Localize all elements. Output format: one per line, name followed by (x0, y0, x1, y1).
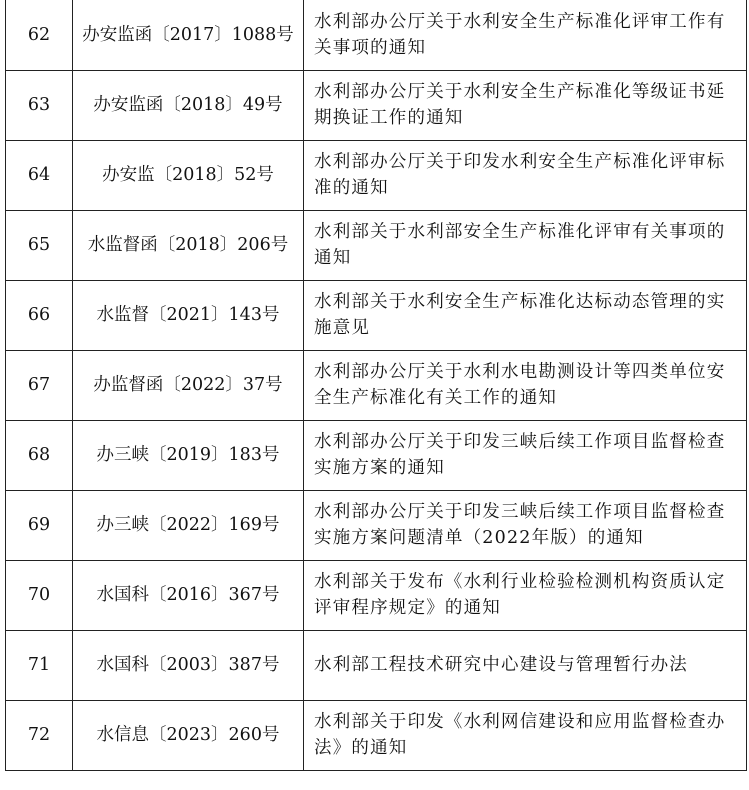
regulation-table (5, 0, 747, 771)
row-number: 65 (6, 210, 73, 280)
table-row (6, 350, 747, 420)
table-row (6, 420, 747, 490)
row-number: 67 (6, 350, 73, 420)
row-number: 72 (6, 700, 73, 770)
row-number: 71 (6, 630, 73, 700)
document-title: 水利部关于印发《水利网信建设和应用监督检查办法》的通知 (304, 700, 747, 770)
document-number: 办监督函〔2022〕37号 (73, 350, 304, 420)
document-number: 水监督函〔2018〕206号 (73, 210, 304, 280)
document-number: 办安监函〔2017〕1088号 (73, 0, 304, 70)
document-title: 水利部办公厅关于印发水利安全生产标准化评审标准的通知 (304, 140, 747, 210)
row-number: 64 (6, 140, 73, 210)
row-number: 62 (6, 0, 73, 70)
table-row (6, 630, 747, 700)
document-number: 水监督〔2021〕143号 (73, 280, 304, 350)
table-row (6, 280, 747, 350)
table-row (6, 210, 747, 280)
table-row (6, 700, 747, 770)
row-number: 70 (6, 560, 73, 630)
row-number: 66 (6, 280, 73, 350)
document-title: 水利部关于水利部安全生产标准化评审有关事项的通知 (304, 210, 747, 280)
table-row (6, 560, 747, 630)
row-number: 69 (6, 490, 73, 560)
document-number: 办安监函〔2018〕49号 (73, 70, 304, 140)
document-number: 办三峡〔2022〕169号 (73, 490, 304, 560)
document-title: 水利部关于水利安全生产标准化达标动态管理的实施意见 (304, 280, 747, 350)
document-number: 水国科〔2016〕367号 (73, 560, 304, 630)
row-number: 63 (6, 70, 73, 140)
row-number: 68 (6, 420, 73, 490)
document-number: 水国科〔2003〕387号 (73, 630, 304, 700)
table-row (6, 0, 747, 70)
document-number: 办安监〔2018〕52号 (73, 140, 304, 210)
document-title: 水利部办公厅关于印发三峡后续工作项目监督检查实施方案的通知 (304, 420, 747, 490)
document-number: 水信息〔2023〕260号 (73, 700, 304, 770)
document-title: 水利部办公厅关于水利水电勘测设计等四类单位安全生产标准化有关工作的通知 (304, 350, 747, 420)
table-row (6, 490, 747, 560)
document-title: 水利部关于发布《水利行业检验检测机构资质认定评审程序规定》的通知 (304, 560, 747, 630)
table-row (6, 70, 747, 140)
document-title: 水利部工程技术研究中心建设与管理暂行办法 (304, 630, 747, 700)
document-title: 水利部办公厅关于印发三峡后续工作项目监督检查实施方案问题清单（2022年版）的通知 (304, 490, 747, 560)
document-number: 办三峡〔2019〕183号 (73, 420, 304, 490)
document-title: 水利部办公厅关于水利安全生产标准化等级证书延期换证工作的通知 (304, 70, 747, 140)
document-title: 水利部办公厅关于水利安全生产标准化评审工作有关事项的通知 (304, 0, 747, 70)
table-row (6, 140, 747, 210)
